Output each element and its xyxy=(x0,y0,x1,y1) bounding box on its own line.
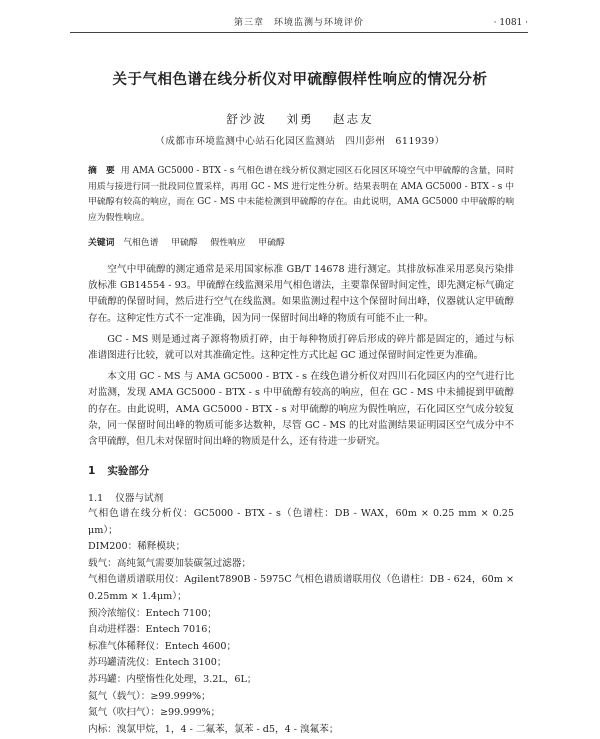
equipment-item: 氮气（吹扫气）：≥99.999%； xyxy=(88,707,221,719)
equipment-item: 气相色谱在线分析仪：GC5000 - BTX - s（色谱柱：DB - WAX，60m × 0.25 mm × 0.25 μm）； xyxy=(88,508,514,536)
paragraph: 空气中甲硫醇的测定通常是采用国家标准 GB/T 14678 进行测定。其排放标准采用恶臭污染排放标准 GB14554 - 93。甲硫醇在线监测采用气相色谱法，主要靠保留时间定性，即先测定标气确定甲硫醇的保留时间，然后进行空气在线监测。如果监测过程中这个保留时间出峰，仪器就认定甲硫醇存在。这种定性方式不一定准确，因为同一保留时间出峰的物质有可能不止一种。 xyxy=(88,264,514,324)
equipment-item: 内标：溴氯甲烷，1，4 - 二氟苯，氯苯 - d5，4 - 溴氟苯； xyxy=(88,723,339,735)
keywords xyxy=(88,236,514,251)
equipment-item: DIM200：稀释模块； xyxy=(88,541,186,553)
equipment-item: 氦气（载气）：≥99.999%； xyxy=(88,690,211,702)
running-header xyxy=(70,14,528,33)
chapter-title: 第三章 环境监测与环境评价 xyxy=(233,18,364,28)
equipment-item: 载气：高纯氮气需要加装碳氢过滤器； xyxy=(88,557,252,569)
section-heading xyxy=(88,463,161,478)
keywords-label: 关键词 xyxy=(88,238,115,248)
author-name: 刘勇 xyxy=(286,112,314,126)
page-number: · 1081 · xyxy=(493,18,528,28)
keyword: 假性响应 xyxy=(210,238,246,248)
section-number: 1 xyxy=(88,465,96,477)
keyword: 甲硫醇 xyxy=(258,238,285,248)
affiliation: （成都市环境监测中心站石化园区监测站 四川彭州 611939） xyxy=(155,136,445,147)
author-name: 赵志友 xyxy=(333,112,374,126)
keyword: 气相色谱 xyxy=(123,238,159,248)
equipment-item: 气相色谱质谱联用仪：Agilent7890B - 5975C 气相色谱质谱联用仪（色谱柱：DB - 624，60m × 0.25mm × 1.4μm）； xyxy=(88,574,514,602)
equipment-item: 预冷浓缩仪：Entech 7100； xyxy=(88,607,217,619)
equipment-item: 苏玛罐：内壁惰性化处理，3.2L，6L； xyxy=(88,673,257,685)
equipment-item: 苏玛罐清洗仪：Entech 3100； xyxy=(88,657,227,669)
abstract-label: 摘 要 xyxy=(88,166,115,176)
section-title: 实验部分 xyxy=(107,465,150,477)
subsection-heading xyxy=(88,490,175,504)
introduction xyxy=(88,262,514,455)
paragraph: 本文用 GC - MS 与 AMA GC5000 - BTX - s 在线色谱分析仪对四川石化园区内的空气进行比对监测，发现 AMA GC5000 - BTX - s 中甲硫醇有较高的响应，但在 GC - MS 中未捕捉到甲硫醇的存在。由此说明，AMA GC5000 - BTX - s 对甲硫醇的响应为假性响应，石化园区空气成分较复杂，同一保留时间出峰的物质可能多达数种，尽管 GC - MS 的比对监测结果证明园区空气成分中不含甲硫醇，但几未对保留时间出峰的物质是什么，还有待进一步研究。 xyxy=(88,371,514,448)
equipment-list xyxy=(88,506,514,738)
paper-title: 关于气相色谱在线分析仪对甲硫醇假样性响应的情况分析 xyxy=(112,72,488,88)
subsection-number: 1.1 xyxy=(88,493,104,504)
abstract xyxy=(88,164,514,226)
author-list xyxy=(40,111,560,127)
paragraph: GC - MS 则是通过离子源将物质打碎，由于每种物质打碎后形成的碎片都是固定的，通过与标准谱图进行比较，就可以对其准确定性。这种定性方式比起 GC 通过保留时间定性更为准确。 xyxy=(88,333,514,362)
equipment-item: 标准气体稀释仪：Entech 4600； xyxy=(88,640,237,652)
equipment-item: 自动进样器：Entech 7016； xyxy=(88,624,217,636)
subsection-title: 仪器与试剂 xyxy=(115,493,164,504)
abstract-text: 用 AMA GC5000 - BTX - s 气相色谱在线分析仪测定园区石化园区环境空气中甲硫醇的含量，同时用质与接进行同一批段同位置采样，再用 GC - MS 进行定性分析。结果表明在 AMA GC5000 - BTX - s 中甲硫醇有较高的响应，而在 GC - MS 中未能检测到甲硫醇的存在。由此说明，AMA GC5000 中甲硫醇的响应为假性响应。 xyxy=(88,166,514,223)
keyword: 甲硫醇 xyxy=(171,238,198,248)
author-name: 舒沙波 xyxy=(226,112,267,126)
